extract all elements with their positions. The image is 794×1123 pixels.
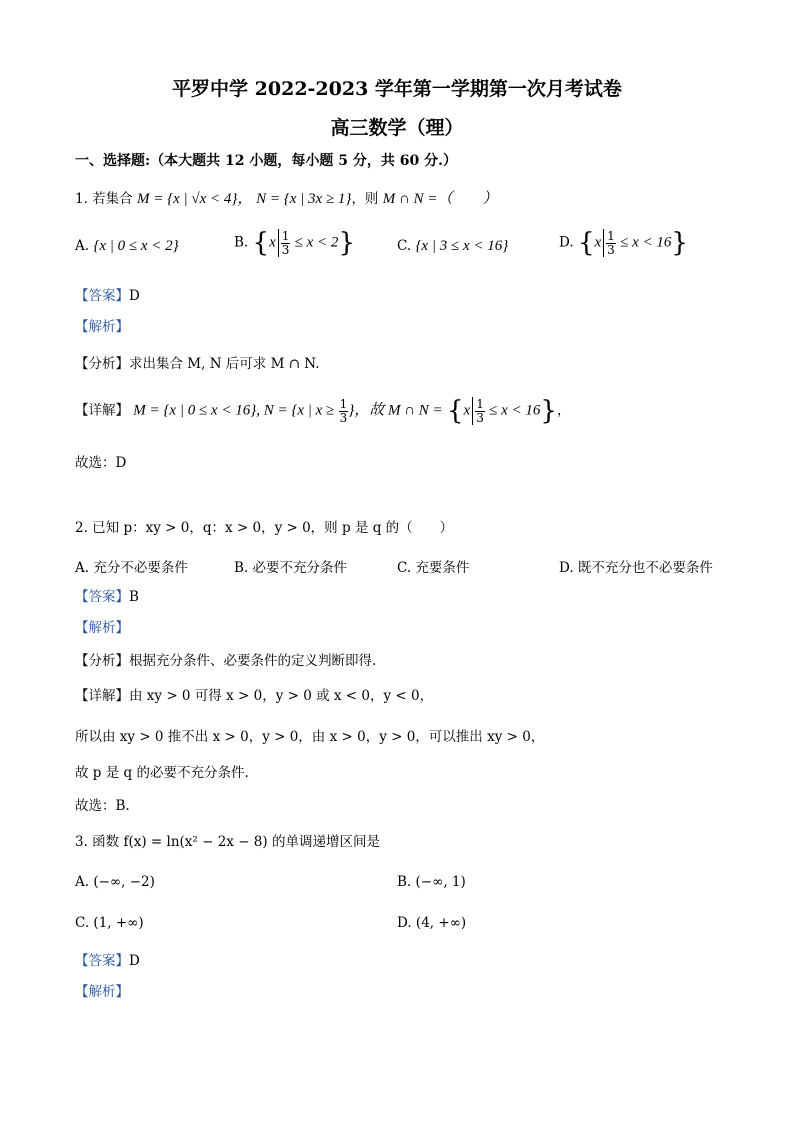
q1-option-a: A. {x | 0 ≤ x < 2} <box>75 238 179 254</box>
q1-answer: 【答案】D <box>75 288 140 304</box>
q3-analysis-tag: 【解析】 <box>75 984 129 1000</box>
section-heading: 一、选择题:（本大题共 12 小题，每小题 5 分，共 60 分.） <box>75 153 457 169</box>
q2-xiangjie: 【详解】由 xy > 0 可得 x > 0，y > 0 或 x < 0，y < 0， <box>75 688 434 704</box>
q3-option-d: D. (4, +∞) <box>397 915 467 931</box>
q3-option-b: B. (−∞, 1) <box>397 874 466 890</box>
q1-analysis-tag: 【解析】 <box>75 319 129 335</box>
q2-answer: 【答案】B <box>75 589 139 605</box>
q1-xiangjie: 【详解】 M = {x | 0 ≤ x < 16}, N = {x | x ≥ $\frac{1}{3}$ }，故 M ∩ N = {x $\frac{1}{3}$ ≤ x < 16}， <box>75 396 571 426</box>
exam-subtitle: 高三数学（理） <box>330 117 464 139</box>
q3-answer: 【答案】D <box>75 953 140 969</box>
q3-option-a: A. (−∞, −2) <box>75 874 155 890</box>
q2-option-c: C. 充要条件 <box>397 560 470 576</box>
q1-conclusion: 故选：D <box>75 455 127 471</box>
q1-option-d: D. {x $\frac{1}{3}$ ≤ x < 16} <box>559 228 688 258</box>
q1-fenxi: 【分析】求出集合 M, N 后可求 M ∩ N. <box>75 356 320 372</box>
q2-option-b: B. 必要不充分条件 <box>234 560 348 576</box>
question-1-stem: 1. 若集合 M = {x | √x < 4}， N = {x | 3x ≥ 1}，则 M ∩ N =（ ） <box>75 191 498 207</box>
q2-option-d: D. 既不充分也不必要条件 <box>559 560 713 576</box>
q2-fenxi: 【分析】根据充分条件、必要条件的定义判断即得. <box>75 653 377 669</box>
q2-xiangjie-line3: 故 p 是 q 的必要不充分条件. <box>75 765 249 781</box>
q2-conclusion: 故选：B. <box>75 798 130 814</box>
question-3-stem: 3. 函数 f(x) = ln(x² − 2x − 8) 的单调递增区间是 <box>75 834 380 850</box>
q3-option-c: C. (1, +∞) <box>75 915 144 931</box>
q1-option-c: C. {x | 3 ≤ x < 16} <box>397 238 509 254</box>
q2-option-a: A. 充分不必要条件 <box>75 560 188 576</box>
q2-analysis-tag: 【解析】 <box>75 620 129 636</box>
exam-title: 平罗中学 2022-2023 学年第一学期第一次月考试卷 <box>172 78 622 100</box>
question-2-stem: 2. 已知 p：xy > 0，q：x > 0，y > 0，则 p 是 q 的（ ） <box>75 520 454 536</box>
q1-option-b: B. {x $\frac{1}{3}$ ≤ x < 2} <box>234 228 355 258</box>
q2-xiangjie-line2: 所以由 xy > 0 推不出 x > 0，y > 0，由 x > 0，y > 0，可以推出 xy > 0， <box>75 729 545 745</box>
